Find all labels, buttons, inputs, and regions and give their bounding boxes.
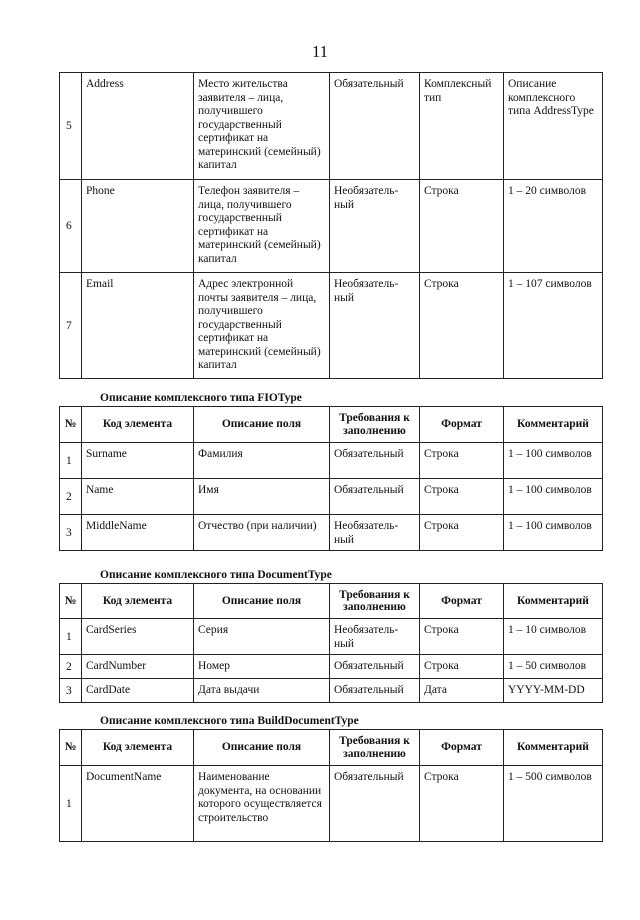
- header-num: №: [60, 584, 82, 619]
- element-code: Surname: [82, 443, 194, 479]
- field-comment: Описание комплексного типа AddressType: [504, 73, 603, 180]
- field-format: Строка: [420, 515, 504, 551]
- table-row: [60, 619, 603, 655]
- row-number: 3: [60, 515, 82, 551]
- table-row: [60, 515, 603, 551]
- field-comment: 1 – 100 символов: [504, 515, 603, 551]
- fill-requirement: Обязательный: [330, 443, 420, 479]
- fill-requirement: Обязательный: [330, 766, 420, 842]
- element-code: Name: [82, 479, 194, 515]
- section-title-fiotype: Описание комплексного типа FIOType: [100, 392, 302, 404]
- field-format: Строка: [420, 273, 504, 379]
- field-description: Фамилия: [194, 443, 330, 479]
- element-code: Phone: [82, 180, 194, 273]
- header-format: Формат: [420, 730, 504, 766]
- header-comment: Комментарий: [504, 407, 603, 443]
- table-row: [60, 73, 603, 180]
- table-row: [60, 479, 603, 515]
- section-title-documenttype: Описание комплексного типа DocumentType: [100, 569, 332, 581]
- field-description: Телефон заявителя – лица, получившего государственный сертификат на материнский (семейный) капитал: [194, 180, 330, 273]
- page-number: 11: [311, 42, 329, 61]
- field-comment: 1 – 500 символов: [504, 766, 603, 842]
- fiotype-table: [59, 406, 603, 551]
- row-number: 1: [60, 766, 82, 842]
- field-format: Строка: [420, 479, 504, 515]
- header-req: Требования к заполнению: [330, 407, 420, 443]
- fill-requirement: Обязательный: [330, 479, 420, 515]
- builddocumenttype-table: [59, 729, 603, 842]
- field-format: Строка: [420, 766, 504, 842]
- field-comment: 1 – 107 символов: [504, 273, 603, 379]
- element-code: CardNumber: [82, 655, 194, 679]
- header-desc: Описание поля: [194, 407, 330, 443]
- field-comment: 1 – 10 символов: [504, 619, 603, 655]
- table-header-row: [60, 730, 603, 766]
- fill-requirement: Обязательный: [330, 679, 420, 703]
- table-header-row: [60, 407, 603, 443]
- field-description: Наименование документа, на основании которого осуществляется строительство: [194, 766, 330, 842]
- header-format: Формат: [420, 584, 504, 619]
- row-number: 2: [60, 479, 82, 515]
- field-comment: YYYY-MM-DD: [504, 679, 603, 703]
- field-description: Серия: [194, 619, 330, 655]
- row-number: 3: [60, 679, 82, 703]
- field-format: Строка: [420, 619, 504, 655]
- table-row: [60, 273, 603, 379]
- fill-requirement: Необязатель-ный: [330, 619, 420, 655]
- field-description: Имя: [194, 479, 330, 515]
- header-desc: Описание поля: [194, 584, 330, 619]
- header-code: Код элемента: [82, 730, 194, 766]
- table-row: [60, 443, 603, 479]
- field-format: Дата: [420, 679, 504, 703]
- element-code: DocumentName: [82, 766, 194, 842]
- field-description: Номер: [194, 655, 330, 679]
- header-desc: Описание поля: [194, 730, 330, 766]
- field-format: Комплексный тип: [420, 73, 504, 180]
- fill-requirement: Необязатель-ный: [330, 180, 420, 273]
- fill-requirement: Необязатель-ный: [330, 515, 420, 551]
- table-row: [60, 679, 603, 703]
- header-req: Требования к заполнению: [330, 730, 420, 766]
- row-number: 2: [60, 655, 82, 679]
- continuation-table: [59, 72, 603, 379]
- element-code: CardDate: [82, 679, 194, 703]
- row-number: 5: [60, 73, 82, 180]
- row-number: 1: [60, 619, 82, 655]
- field-description: Дата выдачи: [194, 679, 330, 703]
- field-comment: 1 – 20 символов: [504, 180, 603, 273]
- section-title-builddocumenttype: Описание комплексного типа BuildDocumentType: [100, 715, 359, 727]
- field-format: Строка: [420, 180, 504, 273]
- header-req: Требования к заполнению: [330, 584, 420, 619]
- header-comment: Комментарий: [504, 584, 603, 619]
- table-row: [60, 655, 603, 679]
- table-row: [60, 180, 603, 273]
- row-number: 7: [60, 273, 82, 379]
- field-comment: 1 – 100 символов: [504, 443, 603, 479]
- fill-requirement: Обязательный: [330, 73, 420, 180]
- row-number: 1: [60, 443, 82, 479]
- table-row: [60, 766, 603, 842]
- table-header-row: [60, 584, 603, 619]
- header-format: Формат: [420, 407, 504, 443]
- header-code: Код элемента: [82, 407, 194, 443]
- field-format: Строка: [420, 655, 504, 679]
- field-comment: 1 – 50 символов: [504, 655, 603, 679]
- element-code: CardSeries: [82, 619, 194, 655]
- documenttype-table: [59, 583, 603, 703]
- field-comment: 1 – 100 символов: [504, 479, 603, 515]
- field-description: Место жительства заявителя – лица, получившего государственный сертификат на материнский (семейный) капитал: [194, 73, 330, 180]
- field-description: Адрес электронной почты заявителя – лица, получившего государственный сертификат на материнский (семейный) капитал: [194, 273, 330, 379]
- element-code: Email: [82, 273, 194, 379]
- header-comment: Комментарий: [504, 730, 603, 766]
- field-description: Отчество (при наличии): [194, 515, 330, 551]
- fill-requirement: Необязатель-ный: [330, 273, 420, 379]
- field-format: Строка: [420, 443, 504, 479]
- header-num: №: [60, 730, 82, 766]
- element-code: Address: [82, 73, 194, 180]
- element-code: MiddleName: [82, 515, 194, 551]
- header-num: №: [60, 407, 82, 443]
- header-code: Код элемента: [82, 584, 194, 619]
- fill-requirement: Обязательный: [330, 655, 420, 679]
- row-number: 6: [60, 180, 82, 273]
